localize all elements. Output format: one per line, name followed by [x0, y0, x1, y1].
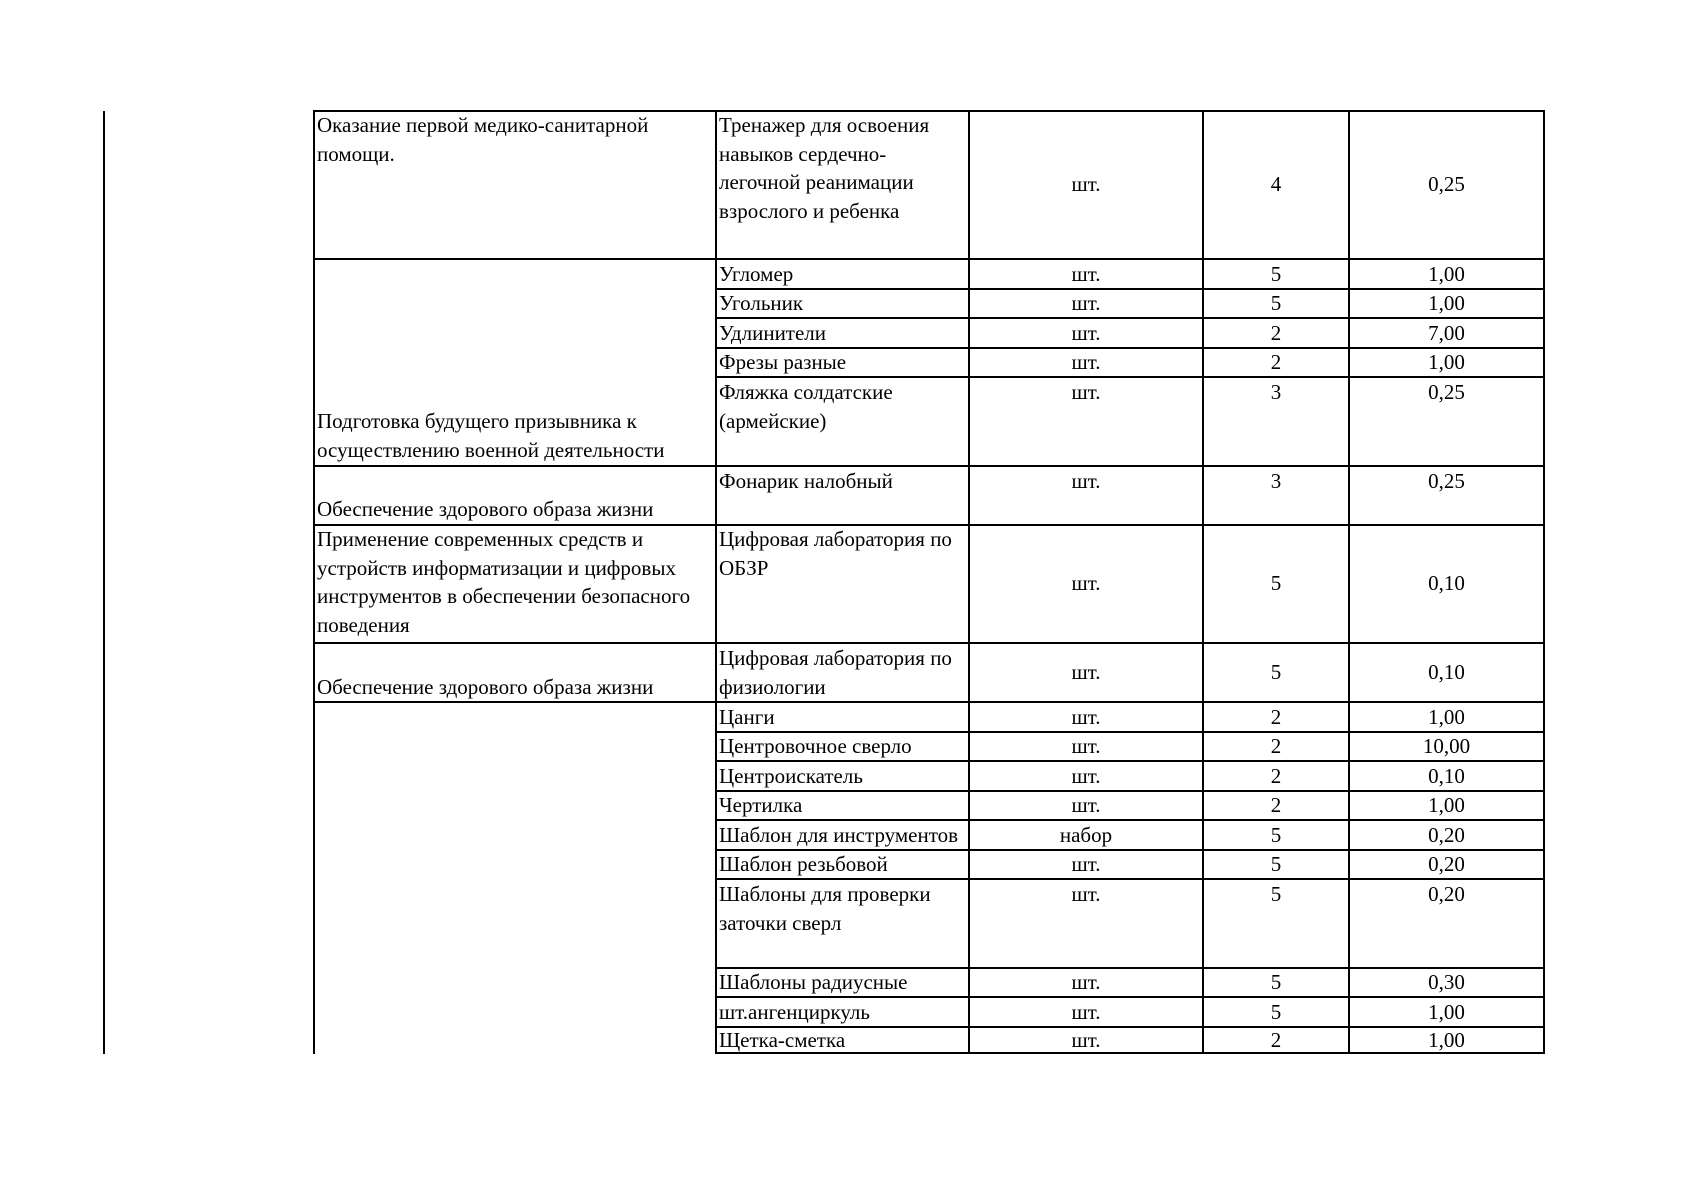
unit-cell: шт.: [1071, 734, 1101, 758]
item-name-cell: Шаблон резьбовой: [719, 852, 888, 876]
quantity-cell: 4: [1270, 172, 1282, 196]
unit-cell: шт.: [1071, 1028, 1101, 1052]
unit-cell: шт.: [1071, 172, 1101, 196]
value-cell: 1,00: [1428, 262, 1465, 286]
quantity-cell: 5: [1270, 882, 1282, 906]
value-cell: 1,00: [1428, 705, 1465, 729]
topic-cell: Применение современных средств и устройств информатизации и цифровых инструментов в обеспечении безопасного поведения: [317, 527, 691, 637]
item-name-cell: Шаблоны для проверки заточки сверл: [719, 882, 931, 935]
unit-cell: шт.: [1071, 705, 1101, 729]
quantity-cell: 5: [1270, 823, 1282, 847]
value-cell: 0,10: [1428, 764, 1465, 788]
value-cell: 0,25: [1428, 380, 1465, 404]
unit-cell: шт.: [1071, 852, 1101, 876]
topic-cell: Обеспечение здорового образа жизни: [317, 675, 654, 699]
item-name-cell: Центровочное сверло: [719, 734, 912, 758]
quantity-cell: 5: [1270, 291, 1282, 315]
item-name-cell: Удлинители: [719, 321, 827, 345]
quantity-cell: 5: [1270, 262, 1282, 286]
quantity-cell: 2: [1270, 350, 1282, 374]
quantity-cell: 2: [1270, 1028, 1282, 1052]
unit-cell: шт.: [1071, 469, 1101, 493]
item-name-cell: Цанги: [719, 705, 775, 729]
item-name-cell: Цифровая лаборатория по ОБЗР: [719, 527, 952, 580]
unit-cell: шт.: [1071, 793, 1101, 817]
unit-cell: шт.: [1071, 291, 1101, 315]
unit-cell: шт.: [1071, 321, 1101, 345]
unit-cell: шт.: [1071, 970, 1101, 994]
value-cell: 0,20: [1428, 852, 1465, 876]
value-cell: 0,30: [1428, 970, 1465, 994]
quantity-cell: 5: [1270, 970, 1282, 994]
value-cell: 1,00: [1428, 350, 1465, 374]
value-cell: 0,10: [1428, 660, 1465, 684]
table-rule: [1543, 110, 1545, 1054]
quantity-cell: 3: [1270, 469, 1282, 493]
quantity-cell: 5: [1270, 852, 1282, 876]
value-cell: 1,00: [1428, 793, 1465, 817]
item-name-cell: шт.ангенциркуль: [719, 1000, 870, 1024]
value-cell: 0,25: [1428, 172, 1465, 196]
item-name-cell: Угольник: [719, 291, 804, 315]
unit-cell: шт.: [1071, 262, 1101, 286]
unit-cell: шт.: [1071, 882, 1101, 906]
unit-cell: шт.: [1071, 571, 1101, 595]
quantity-cell: 2: [1270, 793, 1282, 817]
value-cell: 1,00: [1428, 291, 1465, 315]
quantity-cell: 5: [1270, 1000, 1282, 1024]
quantity-cell: 2: [1270, 764, 1282, 788]
value-cell: 0,25: [1428, 469, 1465, 493]
item-name-cell: Щетка-сметка: [719, 1028, 846, 1052]
value-cell: 7,00: [1428, 321, 1465, 345]
page-margin-rule: [103, 111, 105, 1054]
topic-cell: Подготовка будущего призывника к осуществлению военной деятельности: [317, 409, 665, 462]
quantity-cell: 5: [1270, 571, 1282, 595]
item-name-cell: Центроискатель: [719, 764, 863, 788]
topic-cell: Оказание первой медико-санитарной помощи.: [317, 113, 649, 166]
table-rule: [715, 110, 717, 1054]
item-name-cell: Тренажер для освоения навыков сердечно-легочной реанимации взрослого и ребенка: [719, 113, 930, 223]
unit-cell: шт.: [1071, 350, 1101, 374]
item-name-cell: Чертилка: [719, 793, 803, 817]
value-cell: 0,10: [1428, 571, 1465, 595]
quantity-cell: 2: [1270, 321, 1282, 345]
table-rule: [313, 110, 315, 1054]
value-cell: 0,20: [1428, 882, 1465, 906]
value-cell: 1,00: [1428, 1028, 1465, 1052]
unit-cell: набор: [1059, 823, 1113, 847]
item-name-cell: Шаблон для инструментов: [719, 823, 959, 847]
value-cell: 1,00: [1428, 1000, 1465, 1024]
item-name-cell: Угломер: [719, 262, 794, 286]
equipment-table: [313, 110, 1545, 1054]
quantity-cell: 2: [1270, 705, 1282, 729]
quantity-cell: 5: [1270, 660, 1282, 684]
unit-cell: шт.: [1071, 764, 1101, 788]
topic-cell: Обеспечение здорового образа жизни: [317, 497, 654, 521]
item-name-cell: Шаблоны радиусные: [719, 970, 908, 994]
unit-cell: шт.: [1071, 380, 1101, 404]
item-name-cell: Фляжка солдатские (армейские): [719, 380, 893, 433]
item-name-cell: Цифровая лаборатория по физиологии: [719, 646, 952, 699]
unit-cell: шт.: [1071, 1000, 1101, 1024]
quantity-cell: 2: [1270, 734, 1282, 758]
unit-cell: шт.: [1071, 660, 1101, 684]
item-name-cell: Фонарик налобный: [719, 469, 893, 493]
value-cell: 0,20: [1428, 823, 1465, 847]
value-cell: 10,00: [1422, 734, 1471, 758]
item-name-cell: Фрезы разные: [719, 350, 847, 374]
quantity-cell: 3: [1270, 380, 1282, 404]
